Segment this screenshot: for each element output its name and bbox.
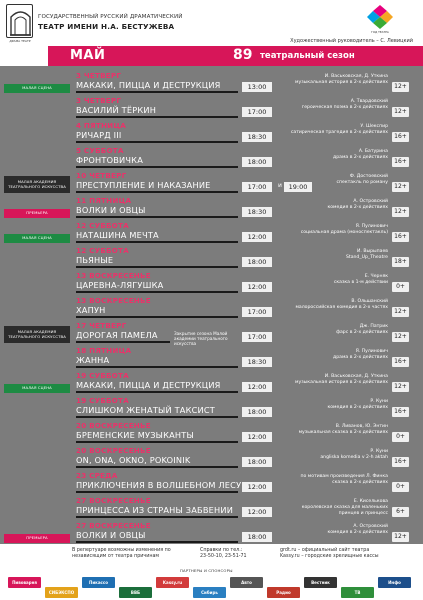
title-underline (76, 416, 238, 418)
theatre-logo-icon (6, 4, 33, 38)
performance-date: 23 СРЕДА (76, 471, 118, 480)
age-rating-badge: 16+ (392, 157, 409, 167)
title-underline (76, 341, 170, 343)
performance-author: И. Васьковская, Д. Уткина (324, 74, 388, 79)
theatre-subtitle: ГОСУДАРСТВЕННЫЙ РУССКИЙ ДРАМАТИЧЕСКИЙ (38, 14, 183, 20)
performance-time: 12:00 (242, 432, 272, 442)
partner-logo: Сибирь (193, 587, 226, 598)
performance-author: Р. Куни (370, 399, 388, 404)
age-rating-badge: 12+ (392, 82, 409, 92)
age-rating-badge: 12+ (392, 182, 409, 192)
performance-genre: фарс в 2-х действиях (336, 329, 388, 335)
footer-notes (0, 544, 423, 566)
title-underline (76, 491, 238, 493)
performance-title[interactable]: ДОРОГАЯ ПАМЕЛА (76, 330, 158, 340)
performance-author: И. Вырыпаев (356, 249, 388, 254)
performance-info (280, 474, 388, 486)
partner-logo: ВВБ (119, 587, 152, 598)
performance-info (280, 149, 388, 161)
performance-time: 18:00 (242, 257, 272, 267)
performance-title[interactable]: ЖАННА (76, 355, 110, 365)
performance-row[interactable] (0, 520, 423, 545)
performance-time: 18:00 (242, 457, 272, 467)
season-number: 89 (233, 47, 253, 63)
performance-title[interactable]: ПРЕСТУПЛЕНИЕ И НАКАЗАНИЕ (76, 180, 211, 190)
performance-row[interactable] (0, 320, 423, 345)
title-underline (76, 541, 238, 543)
partner-logo: Инфо (378, 577, 411, 588)
title-underline (76, 141, 238, 143)
performance-time: 18:00 (242, 407, 272, 417)
performance-date: 27 ВОСКРЕСЕНЬЕ (76, 496, 151, 505)
partner-logo: Пивоварня (8, 577, 41, 588)
stage-badge: МАЛАЯ АКАДЕМИЯ ТЕАТРАЛЬНОГО ИСКУССТВА (4, 176, 70, 193)
phone-numbers[interactable]: 23-50-10, 23-51-71 (200, 554, 247, 559)
title-underline (76, 216, 238, 218)
performance-row[interactable] (0, 245, 423, 270)
performance-info (280, 124, 388, 136)
performance-info (280, 274, 388, 286)
schedule-panel (0, 66, 423, 544)
ticket-site-link[interactable]: Kassy.ru – городские зрелищные кассы (280, 554, 379, 559)
performance-title[interactable]: ВАСИЛИЙ ТЁРКИН (76, 105, 157, 115)
performance-date: 20 ВОСКРЕСЕНЬЕ (76, 446, 151, 455)
performance-title[interactable]: НАТАШИНА МЕЧТА (76, 230, 159, 240)
performance-author: В. Ольшанский (351, 299, 388, 304)
performance-title[interactable]: ON, ONA, OKNO, POKOINIK (76, 455, 191, 465)
partners-label: ПАРТНЕРЫ И СПОНСОРЫ (180, 568, 233, 573)
age-rating-badge: 12+ (392, 532, 409, 542)
performance-row[interactable] (0, 170, 423, 195)
partner-logo: Радио (267, 587, 300, 598)
year-of-theatre-label: ГОД ТЕАТРА (371, 30, 389, 34)
performance-info (280, 199, 388, 211)
performance-author: Дж. Патрик (359, 324, 388, 329)
performance-title[interactable]: ЦАРЕВНА-ЛЯГУШКА (76, 280, 164, 290)
performance-title[interactable]: ПРИНЦЕССА ИЗ СТРАНЫ ЗАБВЕНИИ (76, 505, 234, 515)
logo-caption: ДРАМА ТЕАТР (9, 39, 31, 43)
performance-time: 18:00 (242, 532, 272, 542)
performance-info (280, 499, 388, 516)
performance-info (280, 324, 388, 336)
age-rating-badge: 0+ (392, 482, 409, 492)
theatre-name: ТЕАТР ИМЕНИ Н.А. БЕСТУЖЕВА (38, 22, 175, 31)
partner-logo: СИБЭКСПО (45, 587, 78, 598)
performance-date: 19 СУББОТА (76, 396, 129, 405)
age-rating-badge: 18+ (392, 257, 409, 267)
performance-time: 12:00 (242, 382, 272, 392)
performance-genre: комедия в 2-х действиях (327, 529, 388, 535)
title-underline (76, 291, 238, 293)
stage-badge: МАЛАЯ СЦЕНА (4, 84, 70, 93)
performance-time: 18:30 (242, 207, 272, 217)
performance-genre: сатирическая трагедия в 2-х действиях (290, 129, 388, 135)
performance-row[interactable] (0, 145, 423, 170)
performance-title[interactable]: БРЕМЕНСКИЕ МУЗЫКАНТЫ (76, 430, 194, 440)
age-rating-badge: 16+ (392, 132, 409, 142)
performance-author: У. Шекспир (360, 124, 388, 129)
performance-title[interactable]: МАКАКИ, ПИЦЦА И ДЕСТРУКЦИЯ (76, 80, 221, 90)
performance-genre: комедия в 2-х действиях (327, 404, 388, 410)
title-underline (76, 166, 238, 168)
performance-genre: драма в 2-х действиях (333, 154, 388, 160)
performance-info (280, 74, 388, 86)
performance-row[interactable] (0, 495, 423, 520)
stage-badge: ПРЕМЬЕРА (4, 534, 70, 543)
performance-time: 17:00 (242, 182, 272, 192)
performance-genre: музыкальная история в 2-х действиях (295, 79, 388, 85)
performance-genre: Stand_Up_Theatre (345, 254, 388, 260)
performance-author: А. Островский (353, 199, 388, 204)
partner-logo: Пикассо (82, 577, 115, 588)
performance-row[interactable] (0, 95, 423, 120)
performance-author: А. Батурина (358, 149, 388, 154)
title-underline (76, 116, 238, 118)
title-underline (76, 391, 238, 393)
title-underline (76, 241, 238, 243)
performance-date: 3 ЧЕТВЕРГ (76, 71, 122, 80)
performance-date: 19 СУББОТА (76, 371, 129, 380)
performance-info (280, 299, 388, 311)
artistic-director: Художественный руководитель – С. Левицкий (290, 38, 413, 44)
partner-logo: ТВ (341, 587, 374, 598)
season-label: театральный сезон (260, 51, 355, 61)
title-underline (76, 366, 238, 368)
age-rating-badge: 12+ (392, 307, 409, 317)
performance-time: 17:00 (242, 307, 272, 317)
performance-time: 17:00 (242, 332, 272, 342)
partner-logo: Вестник (304, 577, 337, 588)
performance-date: 17 ЧЕТВЕРГ (76, 321, 127, 330)
performance-genre: героическая поэма в 2-х действиях (301, 104, 388, 110)
title-underline (76, 91, 238, 93)
partner-logo: Авто (230, 577, 263, 588)
performance-genre: angliska komedia v 2-h aktah (320, 454, 388, 460)
performance-info (280, 424, 388, 436)
performance-info (280, 374, 388, 386)
performance-row[interactable] (0, 70, 423, 95)
time-conjunction: и (278, 182, 282, 189)
performance-time: 12:00 (242, 282, 272, 292)
header (0, 0, 423, 52)
performance-genre: спектакль по роману (336, 179, 388, 185)
performance-genre: сказка в 2-х действиях (332, 479, 388, 485)
performance-row[interactable] (0, 395, 423, 420)
performance-info (280, 399, 388, 411)
performance-title[interactable]: РИЧАРД III (76, 130, 122, 140)
performance-title[interactable]: ПЬЯНЫЕ (76, 255, 114, 265)
performance-note: Закрытие сезона Малой академии театрального искусства (174, 331, 228, 346)
partners-strip (0, 574, 423, 600)
performance-row[interactable] (0, 420, 423, 445)
performance-genre: сказка в 1-м действии (333, 279, 388, 285)
age-rating-badge: 12+ (392, 332, 409, 342)
age-rating-badge: 6+ (392, 507, 409, 517)
stage-badge: МАЛАЯ СЦЕНА (4, 234, 70, 243)
age-rating-badge: 16+ (392, 407, 409, 417)
performance-row[interactable] (0, 470, 423, 495)
performance-time: 18:00 (242, 157, 272, 167)
performance-title[interactable]: МАКАКИ, ПИЦЦА И ДЕСТРУКЦИЯ (76, 380, 221, 390)
performance-row[interactable] (0, 295, 423, 320)
performance-row[interactable] (0, 195, 423, 220)
performance-info (280, 349, 388, 361)
performance-title[interactable]: ПРИКЛЮЧЕНИЯ В ВОЛШЕБНОМ ЛЕСУ (76, 480, 242, 490)
title-underline (76, 266, 238, 268)
title-underline (76, 466, 238, 468)
performance-date: 4 ПЯТНИЦА (76, 121, 127, 130)
performance-author: И. Васьковская, Д. Уткина (324, 374, 388, 379)
performance-info (280, 524, 388, 536)
month-name: МАЙ (70, 48, 106, 63)
performance-genre: музыкальная история в 2-х действиях (295, 379, 388, 385)
performance-row[interactable] (0, 445, 423, 470)
performance-time-second: 19:00 (284, 182, 312, 192)
performance-title[interactable]: ФРОНТОВИЧКА (76, 155, 144, 165)
performance-row[interactable] (0, 120, 423, 145)
stage-badge: ПРЕМЬЕРА (4, 209, 70, 218)
stage-badge: МАЛАЯ СЦЕНА (4, 384, 70, 393)
performance-time: 13:00 (242, 82, 272, 92)
performance-title[interactable]: ВОЛКИ И ОВЦЫ (76, 530, 146, 540)
performance-title[interactable]: ВОЛКИ И ОВЦЫ (76, 205, 146, 215)
performance-genre: музыкальная сказка в 2-х действиях (298, 429, 388, 435)
performance-author: Ф. Достоевский (349, 174, 388, 179)
performance-info (280, 449, 388, 461)
performance-genre: драма в 2-х действиях (333, 354, 388, 360)
partner-logo: Kassy.ru (156, 577, 189, 588)
performance-date: 20 ВОСКРЕСЕНЬЕ (76, 421, 151, 430)
age-rating-badge: 0+ (392, 432, 409, 442)
performance-title[interactable]: СЛИШКОМ ЖЕНАТЫЙ ТАКСИСТ (76, 405, 215, 415)
performance-author: Я. Пулинович (355, 224, 388, 229)
official-site-link[interactable]: grdt.ru – официальный сайт театра (280, 548, 370, 553)
performance-author: Я. Пулинович (355, 349, 388, 354)
performance-info (280, 99, 388, 111)
performance-row[interactable] (0, 270, 423, 295)
performance-time: 17:00 (242, 107, 272, 117)
performance-author: А. Твардовский (350, 99, 388, 104)
performance-date: 5 СУББОТА (76, 146, 124, 155)
performance-genre: малороссийская комедия в 2-х частях (295, 304, 388, 310)
title-underline (76, 516, 238, 518)
performance-author: Е. Киселькова (353, 499, 388, 504)
age-rating-badge: 12+ (392, 107, 409, 117)
performance-row[interactable] (0, 220, 423, 245)
stage-badge: МАЛАЯ АКАДЕМИЯ ТЕАТРАЛЬНОГО ИСКУССТВА (4, 326, 70, 343)
performance-date: 18 ПЯТНИЦА (76, 346, 132, 355)
performance-row[interactable] (0, 345, 423, 370)
age-rating-badge: 16+ (392, 457, 409, 467)
age-rating-badge: 0+ (392, 282, 409, 292)
title-underline (76, 316, 238, 318)
performance-genre: социальная драма (моноспектакль) (300, 229, 388, 235)
performance-date: 12 СУББОТА (76, 221, 129, 230)
performance-info (280, 249, 388, 261)
performance-date: 13 ВОСКРЕСЕНЬЕ (76, 296, 151, 305)
age-rating-badge: 12+ (392, 207, 409, 217)
performance-time: 12:00 (242, 507, 272, 517)
month-bar (48, 46, 423, 66)
performance-time: 12:00 (242, 482, 272, 492)
performance-info (280, 224, 388, 236)
performance-time: 18:30 (242, 357, 272, 367)
performance-date: 11 ПЯТНИЦА (76, 196, 132, 205)
age-rating-badge: 16+ (392, 357, 409, 367)
age-rating-badge: 16+ (392, 232, 409, 242)
performance-date: 27 ВОСКРЕСЕНЬЕ (76, 521, 151, 530)
performance-author: В. Ливанов, Ю. Энтин (335, 424, 388, 429)
performance-time: 12:00 (242, 232, 272, 242)
performance-author: Е. Черняк (364, 274, 388, 279)
year-of-theatre-icon (367, 3, 393, 33)
performance-time: 18:30 (242, 132, 272, 142)
performance-author: Р. Куни (370, 449, 388, 454)
performance-info (316, 174, 388, 186)
performance-author: А. Островский (353, 524, 388, 529)
performance-title[interactable]: ХАПУН (76, 305, 106, 315)
phone-label: Справки по тел.: (200, 548, 243, 553)
performance-genre: комедия в 2-х действиях (327, 204, 388, 210)
performance-date: 10 ЧЕТВЕРГ (76, 171, 127, 180)
performance-genre: королевская сказка для маленьких принцев и принцесс (301, 504, 388, 516)
performance-author: по мотивам произведения Л. Финка (300, 474, 388, 479)
performance-date: 3 ЧЕТВЕРГ (76, 96, 122, 105)
performance-date: 12 СУББОТА (76, 246, 129, 255)
repertoire-note: В репертуаре возможны изменения по независящим от театра причинам (72, 548, 171, 559)
title-underline (76, 441, 238, 443)
performance-date: 13 ВОСКРЕСЕНЬЕ (76, 271, 151, 280)
performance-row[interactable] (0, 370, 423, 395)
title-underline (76, 191, 238, 193)
age-rating-badge: 12+ (392, 382, 409, 392)
